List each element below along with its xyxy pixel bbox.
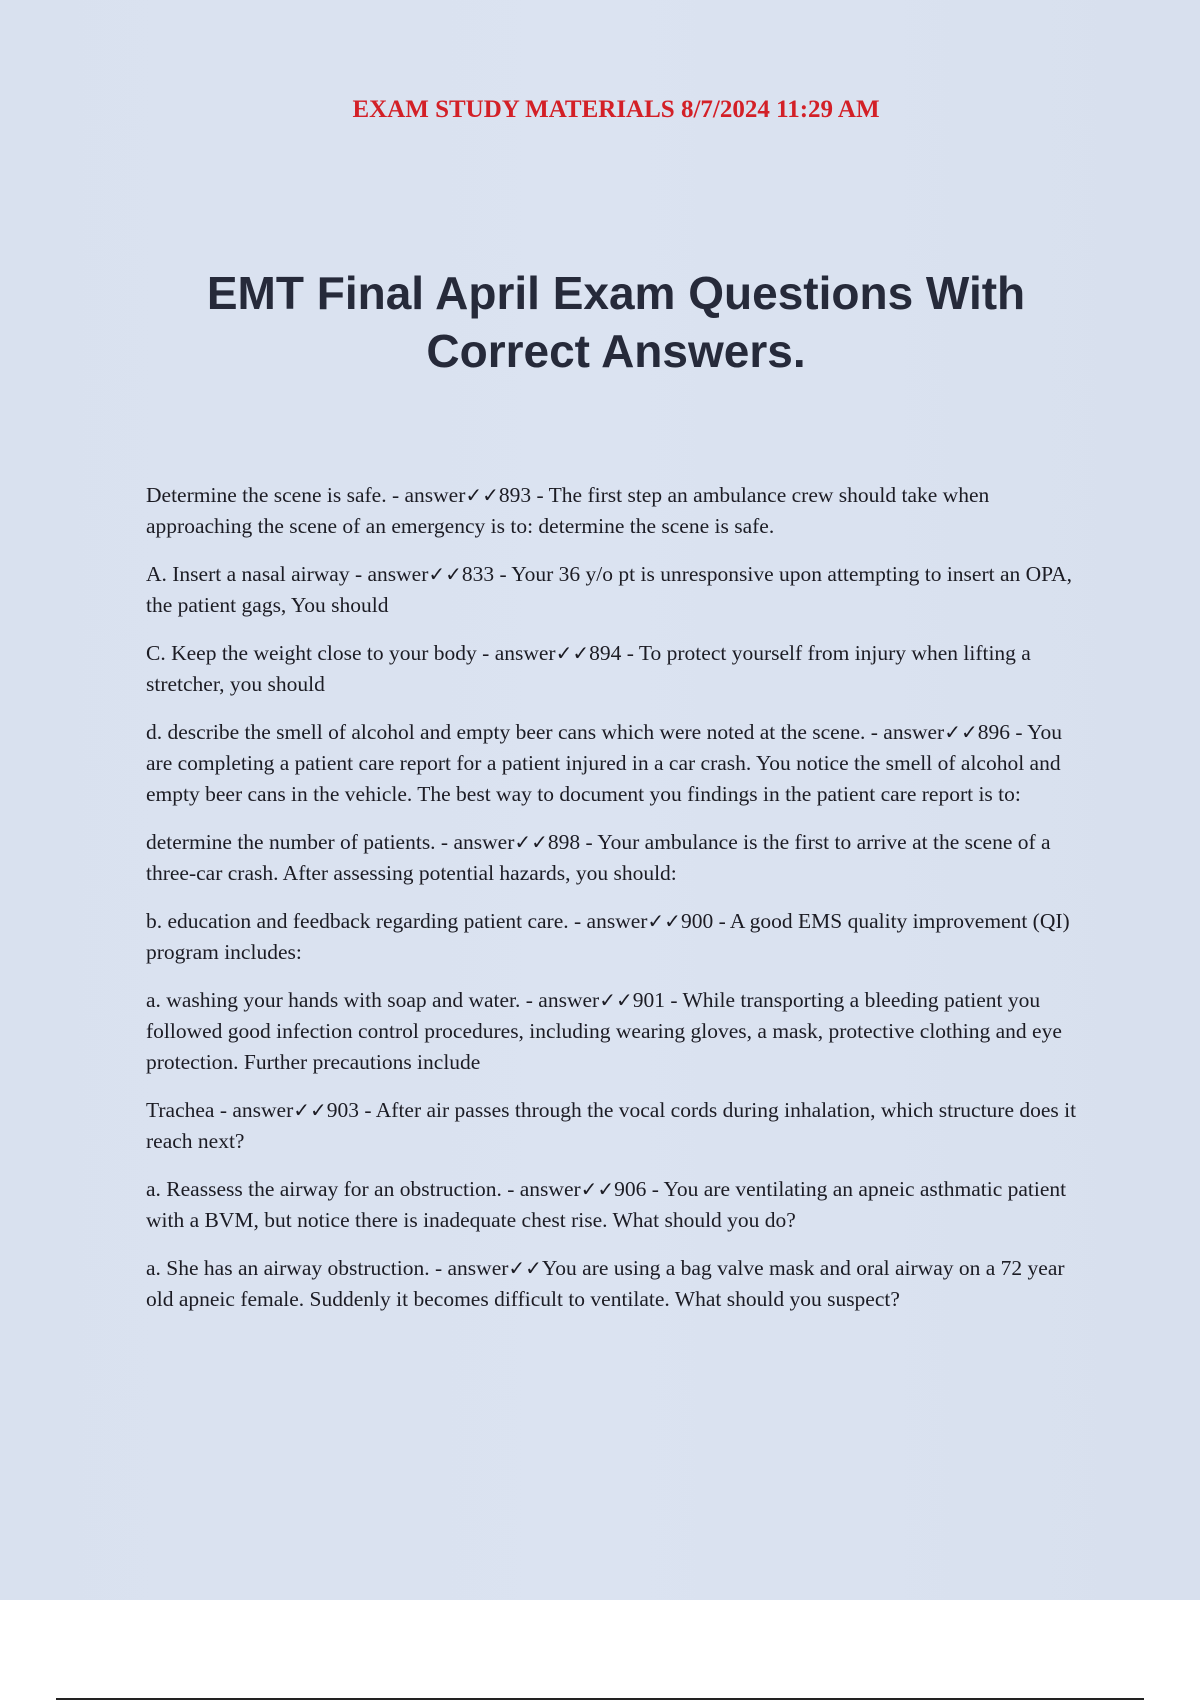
- checkmark-icon: ✓✓: [555, 641, 590, 665]
- question-text: 903 - After air passes through the vocal cords during inhalation, which structure does it reach next?: [146, 1098, 1077, 1153]
- checkmark-icon: ✓✓: [428, 562, 462, 586]
- question-text: 901 - While transporting a bleeding patient you followed good infection control procedures, including wearing gloves, a mask, protective clothing and eye protection. Further precautions include: [146, 988, 1062, 1074]
- header-stamp: EXAM STUDY MATERIALS 8/7/2024 11:29 AM: [352, 96, 880, 123]
- qa-item: [146, 1174, 1090, 1236]
- question-text: 833 - Your 36 y/o pt is unresponsive upon attempting to insert an OPA, the patient gags, You should: [146, 562, 1073, 617]
- qa-item: [146, 1095, 1090, 1157]
- qa-item: [146, 1253, 1090, 1315]
- checkmark-icon: ✓✓: [647, 909, 681, 933]
- question-text: 893 - The first step an ambulance crew should take when approaching the scene of an emergency is to: determine the scene is safe.: [146, 483, 990, 538]
- checkmark-icon: ✓✓: [944, 720, 978, 744]
- answer-text: determine the number of patients. - answer: [146, 830, 515, 854]
- qa-item: [146, 480, 1090, 542]
- checkmark-icon: ✓✓: [580, 1177, 615, 1201]
- qa-item: [146, 827, 1090, 889]
- answer-text: a. Reassess the airway for an obstruction. - answer: [146, 1177, 581, 1201]
- checkmark-icon: ✓✓: [293, 1098, 327, 1122]
- question-text: 896 - You are completing a patient care report for a patient injured in a car crash. You notice the smell of alcohol and empty beer cans in the vehicle. The best way to document you findings in the patient care report is to:: [146, 720, 1062, 806]
- question-text: 906 - You are ventilating an apneic asthmatic patient with a BVM, but notice there is inadequate chest rise. What should you do?: [146, 1177, 1067, 1232]
- question-text: 894 - To protect yourself from injury when lifting a stretcher, you should: [146, 641, 1031, 696]
- qa-item: [146, 717, 1090, 810]
- answer-text: a. washing your hands with soap and water. - answer: [146, 988, 600, 1012]
- question-text: 900 - A good EMS quality improvement (QI) program includes:: [146, 909, 1070, 964]
- qa-item: [146, 638, 1090, 700]
- qa-list: [146, 480, 1090, 1332]
- qa-item: [146, 985, 1090, 1078]
- checkmark-icon: ✓✓: [514, 830, 548, 854]
- answer-text: Trachea - answer: [146, 1098, 294, 1122]
- answer-text: d. describe the smell of alcohol and empty beer cans which were noted at the scene. - answer: [146, 720, 945, 744]
- qa-item: [146, 906, 1090, 968]
- checkmark-icon: ✓✓: [599, 988, 633, 1012]
- checkmark-icon: ✓✓: [508, 1256, 542, 1280]
- document-title: EMT Final April Exam Questions With Correct Answers.: [206, 267, 1026, 377]
- question-text: You are using a bag valve mask and oral airway on a 72 year old apneic female. Suddenly it becomes difficult to ventilate. What should you suspect?: [146, 1256, 1065, 1311]
- question-text: 898 - Your ambulance is the first to arrive at the scene of a three-car crash. After assessing potential hazards, you should:: [146, 830, 1051, 885]
- checkmark-icon: ✓✓: [465, 483, 499, 507]
- answer-text: A. Insert a nasal airway - answer: [146, 562, 429, 586]
- answer-text: Determine the scene is safe. - answer: [146, 483, 466, 507]
- answer-text: b. education and feedback regarding patient care. - answer: [146, 909, 648, 933]
- qa-item: [146, 559, 1090, 621]
- answer-text: a. She has an airway obstruction. - answer: [146, 1256, 509, 1280]
- answer-text: C. Keep the weight close to your body - answer: [146, 641, 556, 665]
